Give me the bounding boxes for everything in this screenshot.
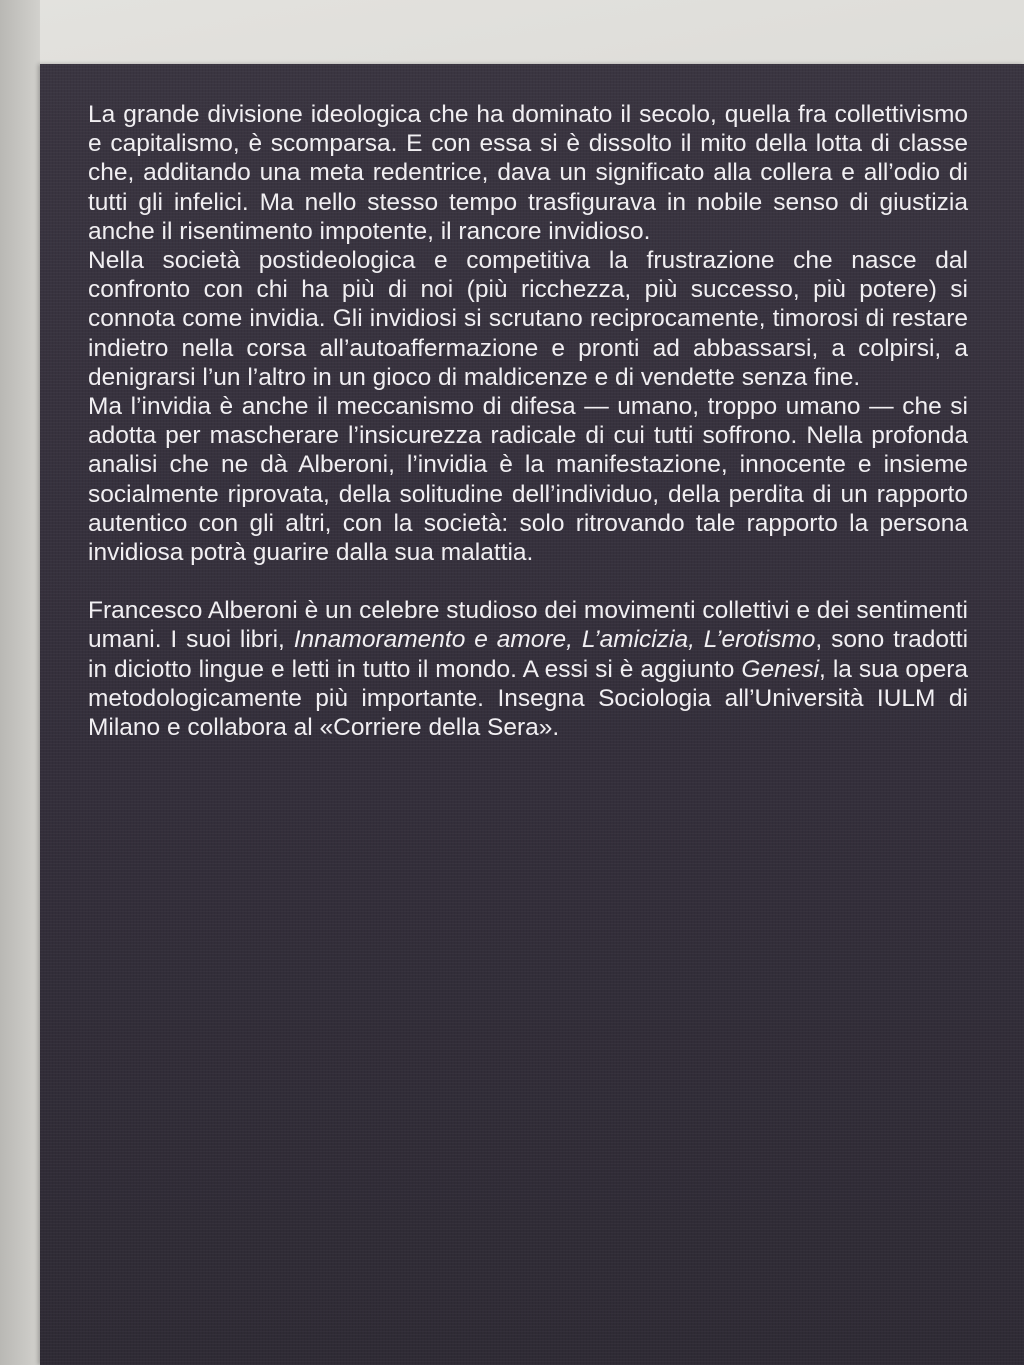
page-edge-shadow (0, 0, 40, 1365)
blurb-paragraph-2: Nella società postideologica e competitiva la frustrazione che nasce dal confronto con chi ha più di noi (più ricchezza, più successo, più potere) si connota come invidia. Gli invidiosi si scrutano reciprocamente, timorosi di restare indietro nella corsa all’autoaffermazione e pronti ad abbassarsi, a colpirsi, a denigrarsi l’un l’altro in un gioco di maldicenze e di vendette senza fine. (88, 247, 968, 391)
bio-outro: , la sua opera metodologicamente più importante. Insegna Sociologia all’Università IULM di Milano e collabora al «Corriere della Sera». (88, 655, 968, 742)
author-bio (88, 596, 968, 742)
book-title-innamoramento: Innamoramento e amore, (293, 626, 573, 654)
blurb-text-block (88, 100, 968, 742)
blurb-paragraph-3: Ma l’invidia è anche il meccanismo di difesa — umano, troppo umano — che si adotta per mascherare l’insicurezza radicale di cui tutti soffrono. Nella profonda analisi che ne dà Alberoni, l’invidia è la manifestazione, innocente e insieme socialmente riprovata, della solitudine dell’individuo, della perdita di un rapporto autentico con gli altri, con la società: solo ritrovando tale rapporto la persona invidiosa potrà guarire dalla sua malattia. (88, 393, 968, 567)
bio-intro: Francesco Alberoni è un celebre studioso dei movimenti collettivi e dei sentimenti umani. I suoi libri, (88, 597, 968, 654)
bio-separator (573, 626, 582, 653)
book-title-genesi: Genesi (741, 655, 820, 683)
bio-middle: , sono tradotti in diciotto lingue e letti in tutto il mondo. A essi si è aggiunto (88, 626, 969, 683)
blurb-paragraph-1: La grande divisione ideologica che ha dominato il secolo, quella fra collettivismo e capitalismo, è scomparsa. E con essa si è dissolto il mito della lotta di classe che, additando una meta redentrice, dava un significato alla collera e all’odio di tutti gli infelici. Ma nello stesso tempo trasfigurava in nobile senso di giustizia anche il risentimento impotente, il rancore invidioso. (88, 101, 968, 245)
book-title-amicizia-erotismo: L’amicizia, L’erotismo (581, 626, 816, 654)
